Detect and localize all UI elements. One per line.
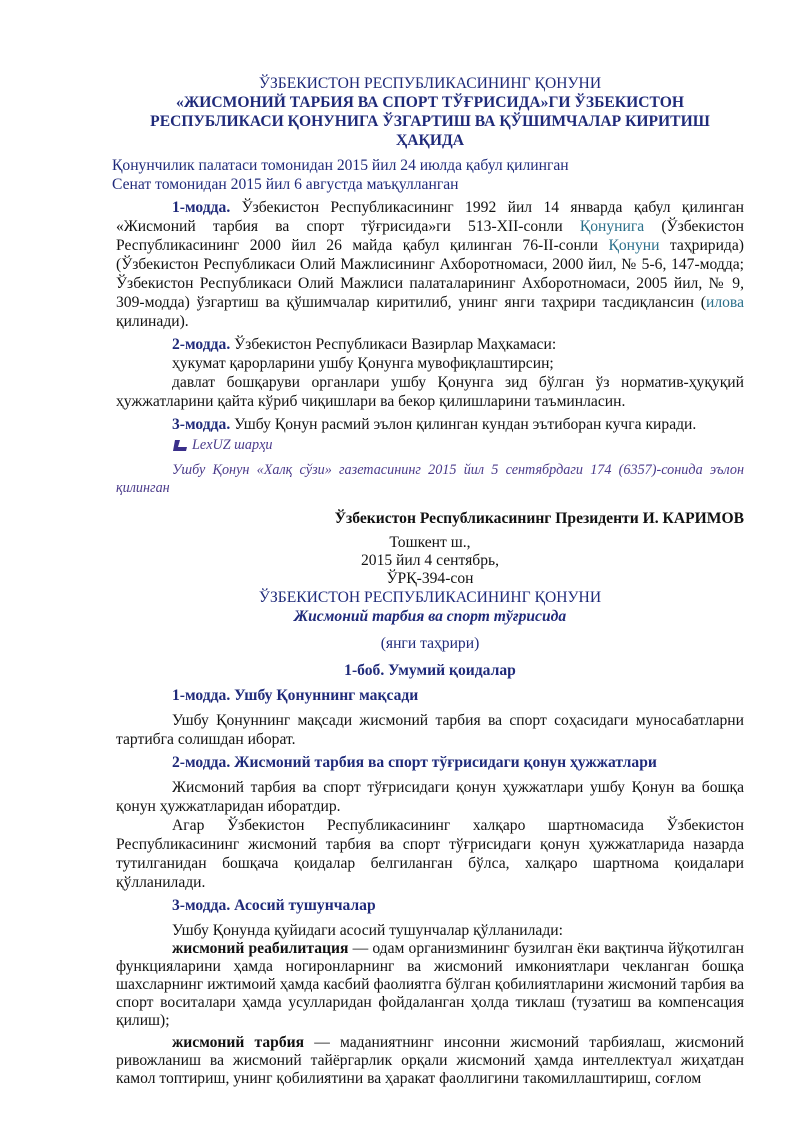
law-article-2-text-1: Жисмоний тарбия ва спорт тўғрисидаги қонун ҳужжатлари ушбу Қонун ва бошқа қонун ҳужжатларидан иборатдир.	[116, 779, 744, 815]
document-header	[116, 74, 744, 150]
law-link-1[interactable]: Қонунига	[579, 218, 645, 235]
law-article-1-text: Ушбу Қонуннинг мақсади жисмоний тарбия ва спорт соҳасидаги муносабатларни тартибга солишдан иборат.	[116, 712, 744, 748]
term-physical-rehabilitation: жисмоний реабилитация	[172, 940, 349, 957]
adoption-info	[112, 156, 744, 194]
article-2	[116, 335, 744, 354]
article-3-text: Ушбу Қонун расмий эълон қилинган кундан эътиборан кучга киради.	[230, 416, 697, 433]
adopted-date: Қонунчилик палатаси томонидан 2015 йил 24 июлда қабул қилинган	[112, 157, 569, 174]
article-1-text-b: (Ўзбекистон Республикасининг 2000 йил 26 майда қабул қилинган 76-II-сонли	[116, 218, 744, 254]
header-title-line2: «ЖИСМОНИЙ ТАРБИЯ ВА СПОРТ ТЎҒРИСИДА»ГИ ЎЗБЕКИСТОН	[176, 94, 684, 111]
law-subtitle: Жисмоний тарбия ва спорт тўғрисида	[293, 608, 567, 625]
law-article-2-heading: 2-модда. Жисмоний тарбия ва спорт тўғрисидаги қонун ҳужжатлари	[172, 754, 657, 771]
lexuz-commentary-link[interactable]	[172, 436, 744, 455]
article-2-item-2: давлат бошқаруви органлари ушбу Қонунга зид бўлган ўз норматив-ҳуқуқий ҳужжатларини қайта кўриб чиқишлари ва бекор қилишларини таъминласин.	[116, 374, 744, 410]
law-article-2-text-2: Агар Ўзбекистон Республикасининг халқаро шартномасида Ўзбекистон Республикасининг жисмоний тарбия ва спорт тўғрисидаги қонун ҳужжатларида назарда тутилганидан бошқача қоидалар белгиланган бўлса, халқаро шартнома қоидалари қўлланилади.	[116, 817, 744, 891]
header-title-line1: ЎЗБЕКИСТОН РЕСПУБЛИКАСИНИНГ ҚОНУНИ	[258, 75, 602, 92]
law-article-3-intro: Ушбу Қонунда қуйидаги асосий тушунчалар қўлланилади:	[172, 922, 563, 939]
article-1-text-d: қилинади).	[116, 313, 189, 330]
lexuz-link-label[interactable]: LexUZ шарҳи	[192, 437, 273, 453]
article-2-label: 2-модда.	[172, 336, 231, 353]
header-title-line3: РЕСПУБЛИКАСИ ҚОНУНИГА ЎЗГАРТИШ ВА ҚЎШИМЧАЛАР КИРИТИШ	[150, 113, 710, 130]
chapter-heading: 1-боб. Умумий қоидалар	[344, 662, 516, 679]
term-physical-rehabilitation-def: — одам организмининг бузилган ёки вақтинча йўқотилган функцияларини ҳамда ногиронларнинг ва жисмоний имкониятлари чекланган бошқа шахсларнинг ижтимоий ҳамда касбий фаолиятга бўлган қобилиятларини жисмоний тарбия ва спорт воситалари ҳамда усулларидан фойдаланган ҳолда тиклаш (тузатиш ва компенсация қилиш);	[116, 940, 744, 1029]
signing-place	[116, 534, 744, 588]
appendix-link[interactable]: илова	[705, 294, 744, 311]
article-1-text-a: Ўзбекистон Республикасининг 1992 йил 14 январда қабул қилинган «Жисмоний тарбия ва спорт тўғрисида»ги 513-XII-сонли	[116, 199, 744, 235]
law-edition: (янги таҳрири)	[380, 635, 480, 652]
article-2-text: Ўзбекистон Республикаси Вазирлар Маҳкамаси:	[230, 336, 557, 353]
definition-physical-education	[116, 1034, 744, 1088]
term-physical-education-def: — маданиятнинг инсонни жисмоний тарбиялаш, жисмоний ривожланиш ва жисмоний тайёргарлик орқали жисмоний ҳамда интеллектуал жиҳатдан камол топтириш, унинг қобилиятини ва ҳаракат фаоллигини такомиллаштириш, соғлом	[116, 1034, 744, 1087]
law-article-1-heading: 1-модда. Ушбу Қонуннинг мақсади	[172, 687, 419, 704]
article-3	[116, 415, 744, 434]
term-physical-education: жисмоний тарбия	[172, 1034, 305, 1051]
header-title-line4: ҲАҚИДА	[396, 132, 464, 149]
approved-date: Сенат томонидан 2015 йил 6 августда маъқулланган	[112, 176, 459, 193]
article-3-label: 3-модда.	[172, 416, 231, 433]
law-link-2[interactable]: Қонуни	[608, 237, 660, 254]
law-number: ЎРҚ-394-сон	[386, 570, 474, 587]
article-2-item-1: ҳукумат қарорларини ушбу Қонунга мувофиқлаштирсин;	[172, 355, 554, 372]
article-1	[116, 198, 744, 331]
gazette-note: Ушбу Қонун «Халқ сўзи» газетасининг 2015 йил 5 сентябрдаги 174 (6357)-сонида эълон қилинган	[116, 462, 744, 496]
signing-date: 2015 йил 4 сентябрь,	[360, 552, 500, 569]
law-title: ЎЗБЕКИСТОН РЕСПУБЛИКАСИНИНГ ҚОНУНИ	[258, 589, 602, 606]
president-signature: Ўзбекистон Республикасининг Президенти И. КАРИМОВ	[334, 510, 744, 527]
lexuz-icon	[172, 440, 188, 452]
law-article-3-heading: 3-модда. Асосий тушунчалар	[172, 897, 376, 914]
article-1-text-c: таҳририда) (Ўзбекистон Республикаси Олий Мажлисининг Ахборотномаси, 2000 йил, № 5-6, 147-модда; Ўзбекистон Республикаси Олий Мажлиси палаталарининг Ахборотномаси, 2005 йил, № 9, 309-модда) ўзгартиш ва қўшимчалар киритилиб, унинг янги таҳрири тасдиқлансин (	[116, 237, 744, 311]
definition-physical-rehabilitation	[116, 940, 744, 1030]
article-1-label: 1-модда.	[172, 199, 231, 216]
signing-city: Тошкент ш.,	[389, 534, 471, 551]
